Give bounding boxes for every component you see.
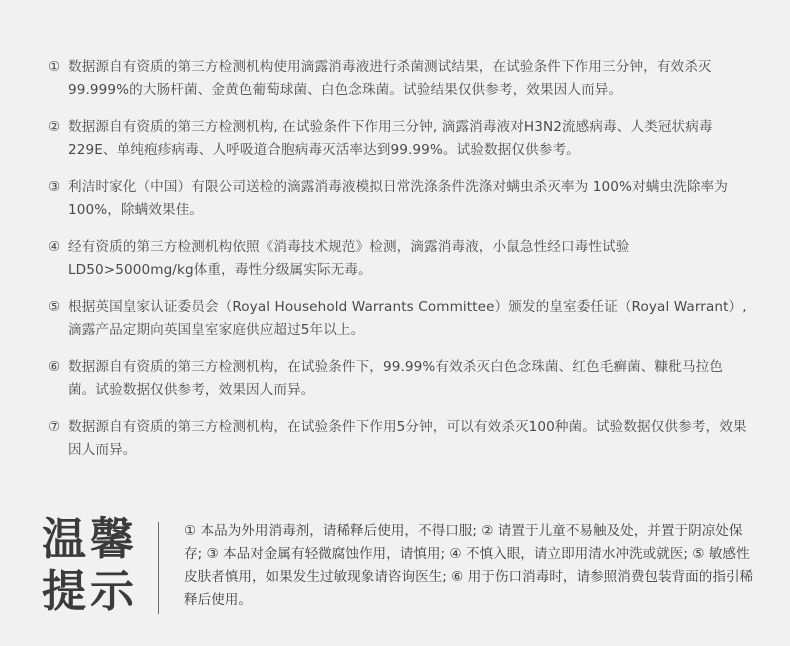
footnote-number: ⑥: [48, 359, 61, 375]
footnote-number: ①: [48, 59, 61, 75]
warm-tips-section: [42, 514, 752, 618]
footnote-text: 数据源自有资质的第三方检测机构使用滴露消毒液进行杀菌测试结果，在试验条件下作用三分钟，有效杀灭99.999%的大肠杆菌、金黄色葡萄球菌、白色念珠菌。试验结果仅供参考，效果因人而异。: [68, 59, 712, 98]
footnote-item: [48, 236, 748, 282]
footnote-text: 数据源自有资质的第三方检测机构，在试验条件下作用5分钟，可以有效杀灭100种菌。试验数据仅供参考，效果因人而异。: [68, 419, 747, 458]
footnote-item: [48, 356, 748, 402]
warm-tips-body: ① 本品为外用消毒剂，请稀释后使用，不得口服; ② 请置于儿童不易触及处，并置于阴凉处保存; ③ 本品对金属有轻微腐蚀作用，请慎用; ④ 不慎入眼，请立即用清水冲洗或就医; ⑤ 敏感性皮肤者慎用，如果发生过敏现象请咨询医生; ⑥ 用于伤口消毒时，请参照消费包装背面的指引稀释后使用。: [184, 523, 754, 608]
footnote-item: [48, 296, 748, 342]
vertical-divider: [158, 522, 159, 614]
footnote-number: ⑤: [48, 299, 61, 315]
footnotes-list: [48, 56, 748, 476]
footnote-number: ⑦: [48, 419, 61, 435]
footnote-item: [48, 56, 748, 102]
footnote-text: 数据源自有资质的第三方检测机构，在试验条件下，99.99%有效杀灭白色念珠菌、红色毛癣菌、糠秕马拉色菌。试验数据仅供参考，效果因人而异。: [68, 359, 723, 398]
footnote-item: [48, 416, 748, 462]
footnote-text: 利洁时家化（中国）有限公司送检的滴露消毒液模拟日常洗涤条件洗涤对螨虫杀灭率为 100%对螨虫洗除率为100%，除螨效果佳。: [68, 179, 728, 218]
footnote-number: ③: [48, 179, 61, 195]
footnote-item: [48, 176, 748, 222]
footnote-number: ④: [48, 239, 61, 255]
footnote-text: 经有资质的第三方检测机构依照《消毒技术规范》检测，滴露消毒液，小鼠急性经口毒性试验LD50>5000mg/kg体重，毒性分级属实际无毒。: [68, 239, 630, 278]
footnote-text: 数据源自有资质的第三方检测机构, 在试验条件下作用三分钟, 滴露消毒液对H3N2流感病毒、人类冠状病毒229E、单纯疱疹病毒、人呼吸道合胞病毒灭活率达到99.99%。试验数据仅供参考。: [68, 119, 713, 158]
footnote-text: 根据英国皇家认证委员会（Royal Household Warrants Committee）颁发的皇室委任证（Royal Warrant）,滴露产品定期向英国皇室家庭供应超过5年以上。: [68, 299, 747, 338]
footnote-number: ②: [48, 119, 61, 135]
warm-tips-title: 温馨提示: [42, 514, 138, 617]
footnote-item: [48, 116, 748, 162]
